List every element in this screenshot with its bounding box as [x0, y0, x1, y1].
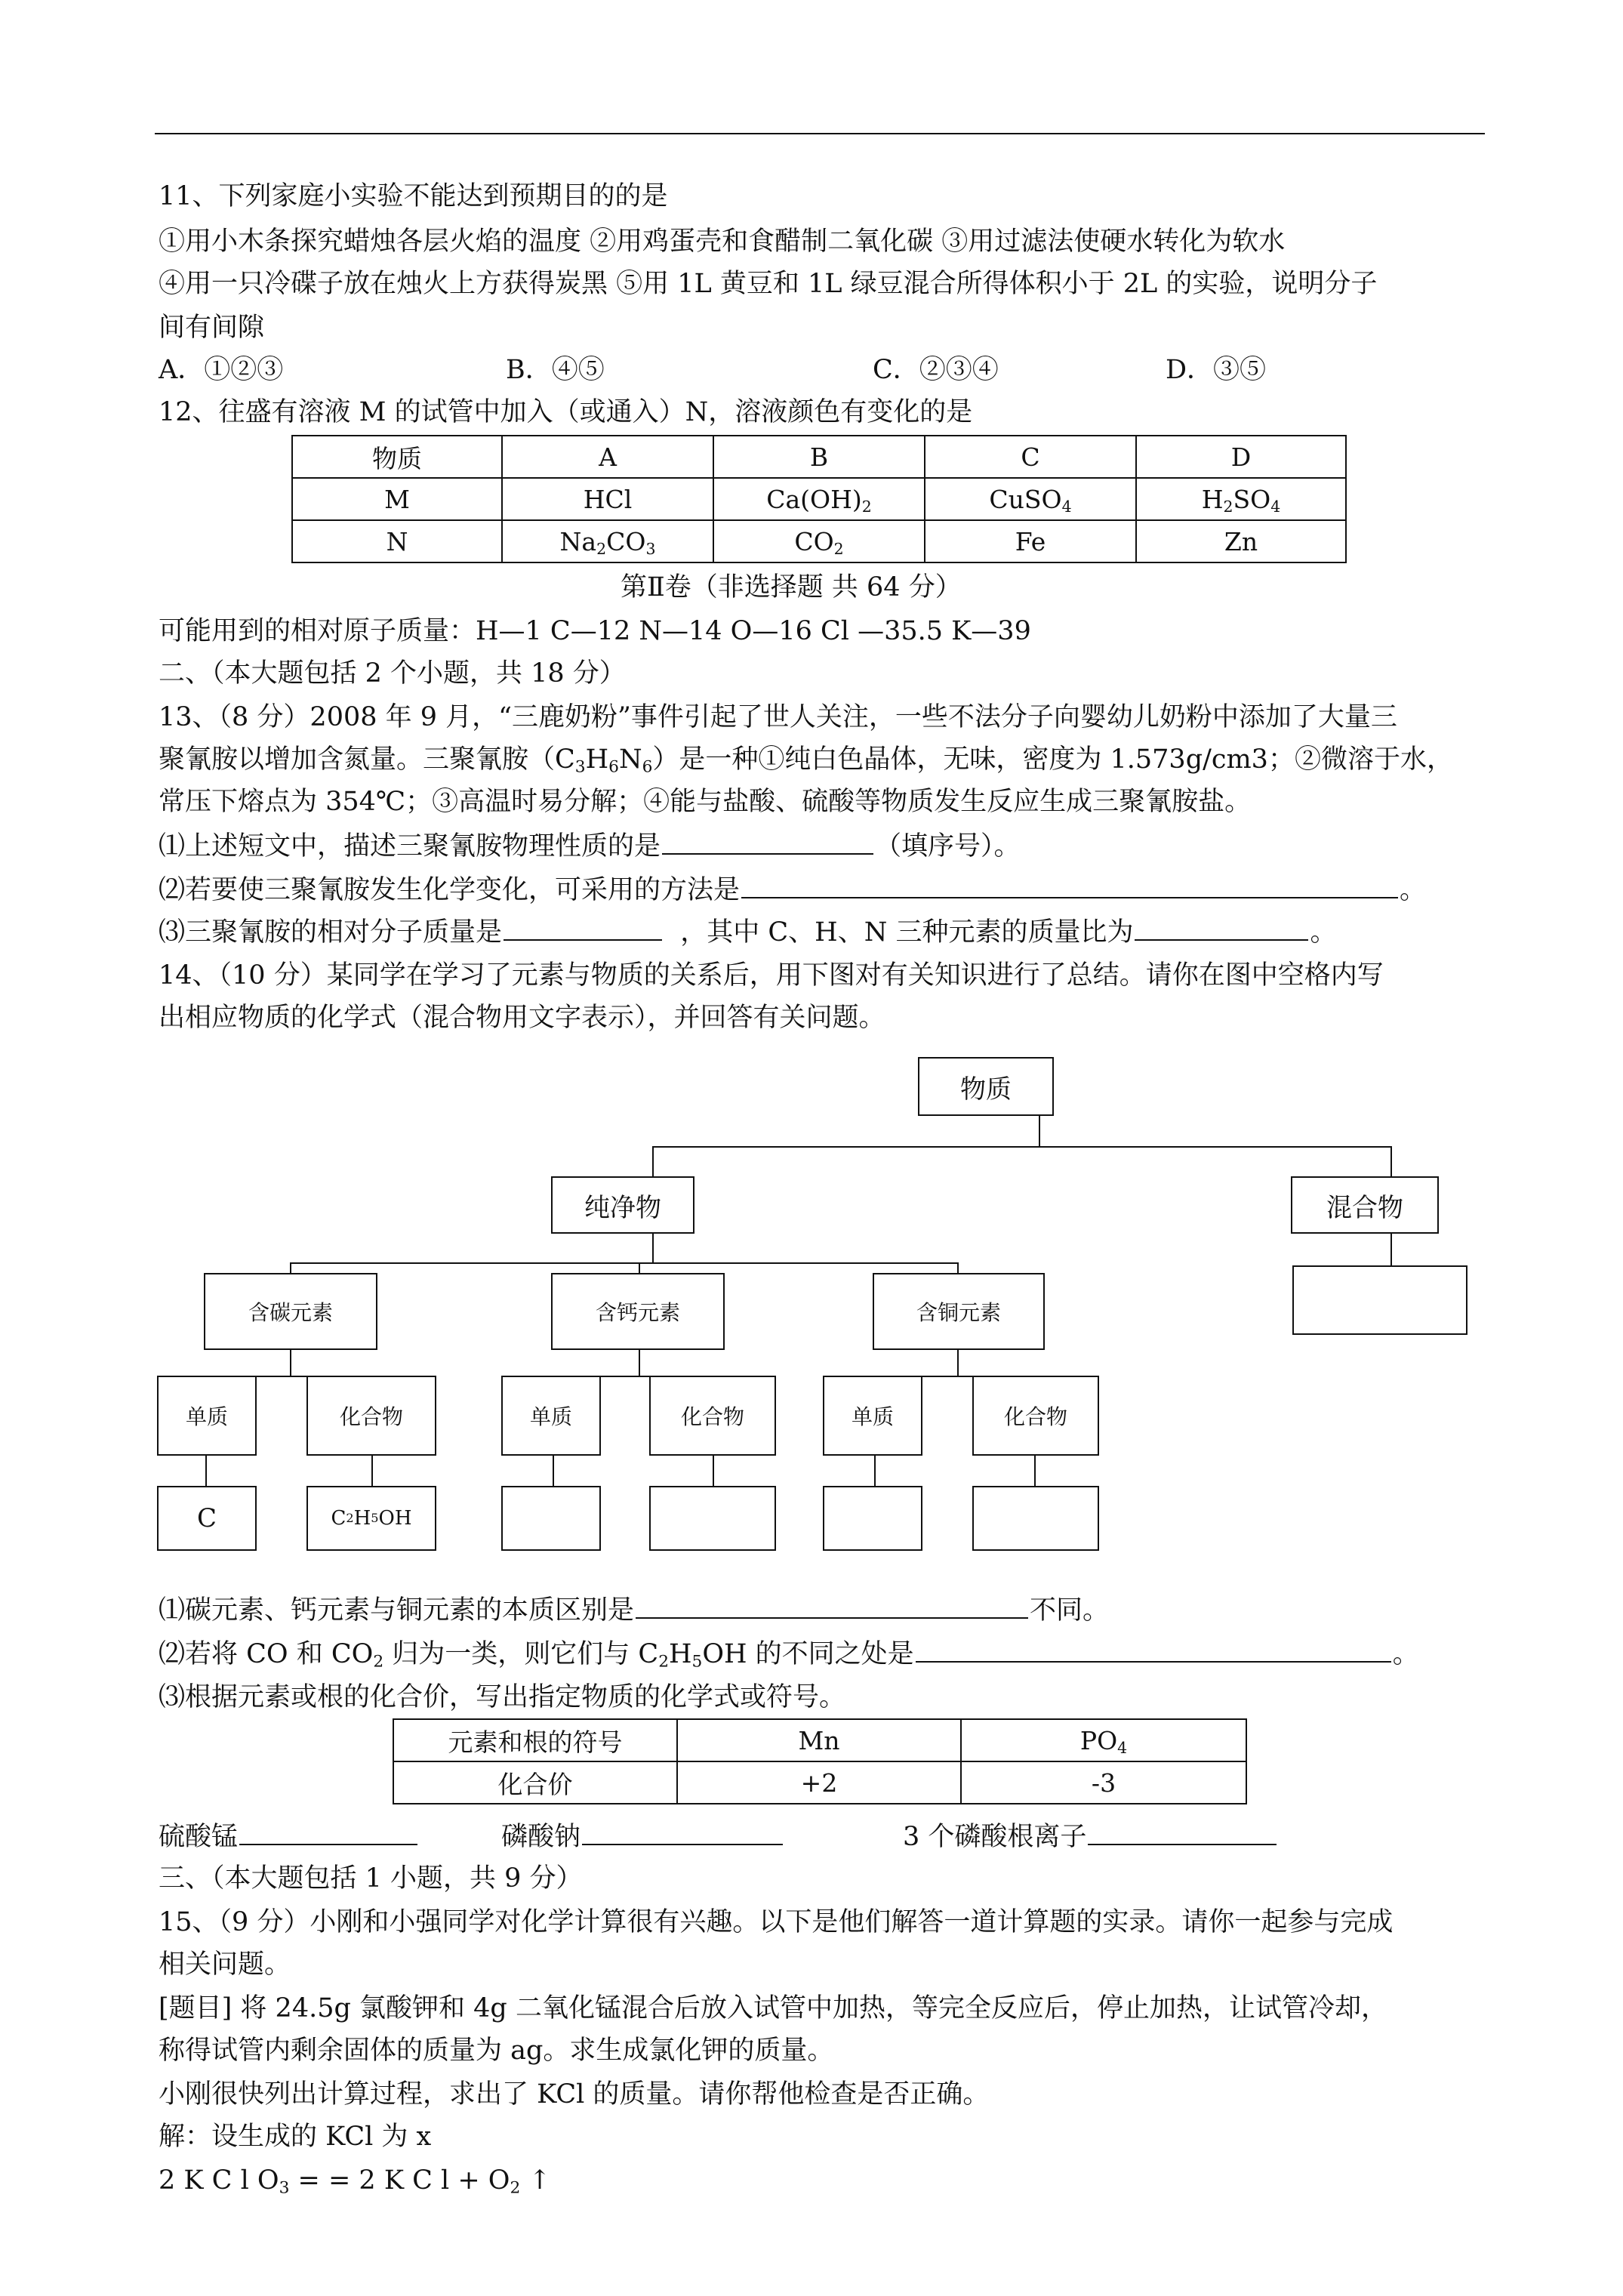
table-row: [292, 436, 1346, 478]
formula-text: H: [353, 1507, 371, 1530]
connector-line: [652, 1146, 654, 1178]
q11-option-b: B．④⑤: [506, 355, 605, 385]
part2-header: 二、（本大题包括 2 个小题，共 18 分）: [159, 658, 626, 689]
formula-subscript: 2: [373, 1652, 384, 1672]
table-cell: -3: [961, 1761, 1246, 1804]
answer-blank[interactable]: [582, 1820, 783, 1845]
connector-line: [957, 1348, 959, 1377]
table-cell: HCl: [502, 478, 713, 520]
connector-line: [290, 1348, 291, 1377]
formula-subscript: 2: [658, 1652, 669, 1672]
table-cell: 化合价: [393, 1761, 677, 1804]
connector-line: [1034, 1454, 1036, 1486]
q11-line3: 间有间隙: [159, 313, 265, 343]
table-header-cell: D: [1136, 436, 1346, 478]
node-copper-element: 单质: [823, 1376, 922, 1456]
question-text: 。: [1310, 917, 1337, 948]
q11-line1: ①用小木条探究蜡烛各层火焰的温度 ②用鸡蛋壳和食醋制二氧化碳 ③用过滤法使硬水转化为软水: [159, 227, 1286, 257]
connector-line: [553, 1454, 554, 1486]
fill-phosphate-ions: [903, 1820, 1278, 1854]
formula-subscript: 2: [1223, 497, 1233, 516]
connector-line: [713, 1454, 714, 1486]
node-copper: 含铜元素: [873, 1273, 1045, 1350]
table-header-cell: B: [713, 436, 925, 478]
question-text: ⑵若要使三聚氰胺发生化学变化，可采用的方法是: [159, 875, 741, 905]
formula-subscript: 2: [861, 497, 872, 516]
table-row: [393, 1761, 1246, 1804]
q14-sub2: [159, 1637, 1419, 1671]
q14-line1: 14、（10 分）某同学在学习了元素与物质的关系后，用下图对有关知识进行了总结。请你在图中空格内写: [159, 960, 1384, 991]
table-cell: N: [292, 520, 502, 562]
q13-line2-pre: 聚氰胺以增加含氮量。三聚氰胺（C: [159, 744, 575, 775]
q13-sub3: [159, 915, 1336, 949]
section2-title: 第Ⅱ卷（非选择题 共 64 分）: [621, 572, 962, 603]
table-row: [393, 1719, 1246, 1761]
formula-text: PO: [1079, 1725, 1118, 1755]
formula-text: Ca(OH): [766, 484, 862, 514]
table-header-cell: Mn: [677, 1719, 961, 1761]
table-cell: Zn: [1136, 520, 1346, 562]
q11-stem: 11、下列家庭小实验不能达到预期目的的是: [159, 181, 668, 211]
formula-text: C: [331, 1507, 346, 1530]
formula-subscript: 4: [1270, 497, 1281, 516]
question-text: 硫酸锰: [159, 1822, 239, 1852]
question-text: 。: [1392, 1639, 1419, 1669]
table-header-cell: A: [502, 436, 713, 478]
node-calcium: 含钙元素: [551, 1273, 725, 1350]
valence-table: [393, 1718, 1247, 1804]
q15-equation: [159, 2164, 551, 2197]
table-header-cell: C: [925, 436, 1136, 478]
q13-line3: 常压下熔点为 354℃；③高温时易分解；④能与盐酸、硫酸等物质发生反应生成三聚氰胺盐。: [159, 787, 1252, 817]
formula-text: 2 K C l O: [159, 2165, 279, 2196]
answer-blank[interactable]: [504, 915, 662, 941]
answer-blank[interactable]: [239, 1820, 417, 1845]
q15-line6: 解：设生成的 KCl 为 x: [159, 2122, 432, 2152]
table-cell: Fe: [925, 520, 1136, 562]
q13-line1: 13、（8 分）2008 年 9 月，“三鹿奶粉”事件引起了世人关注，一些不法分子向婴幼儿奶粉中添加了大量三: [159, 702, 1397, 732]
connector-line: [205, 1454, 207, 1486]
q13-sub1: [159, 829, 1021, 863]
q11-option-c: C．②③④: [873, 355, 999, 385]
connector-line: [639, 1348, 640, 1377]
answer-blank[interactable]: [662, 829, 873, 855]
formula-subscript: 3: [645, 539, 656, 558]
formula-subscript: 4: [1061, 497, 1072, 516]
q14-sub3: ⑶根据元素或根的化合价，写出指定物质的化学式或符号。: [159, 1682, 846, 1712]
calcium-element-answer-box[interactable]: [501, 1486, 601, 1551]
formula-text: N: [618, 744, 642, 775]
node-copper-compound: 化合物: [972, 1376, 1099, 1456]
table-cell: M: [292, 478, 502, 520]
formula-text: CO: [794, 526, 834, 556]
table-row: [292, 520, 1346, 562]
leaf-carbon-compound: C 2 H 5 OH: [306, 1486, 436, 1551]
node-root: 物质: [918, 1057, 1054, 1116]
q13-line2-post: ）是一种①纯白色晶体，无味，密度为 1.573g/cm3；②微溶于水，: [652, 744, 1453, 775]
formula-subscript: 3: [574, 757, 586, 777]
node-mixture: 混合物: [1291, 1176, 1439, 1234]
table-header-cell: 元素和根的符号: [393, 1719, 677, 1761]
formula-text: OH: [378, 1507, 412, 1530]
question-text: 3 个磷酸根离子: [903, 1822, 1087, 1852]
connector-line: [1390, 1146, 1392, 1178]
q15-line4: 称得试管内剩余固体的质量为 ag。求生成氯化钾的质量。: [159, 2036, 834, 2066]
formula-subscript: 5: [691, 1652, 703, 1672]
question-text: ⑴碳元素、钙元素与铜元素的本质区别是: [159, 1595, 635, 1626]
node-carbon-compound: 化合物: [306, 1376, 436, 1456]
mixture-answer-box[interactable]: [1292, 1265, 1467, 1335]
formula-subscript: 2: [596, 539, 607, 558]
node-calcium-compound: 化合物: [649, 1376, 776, 1456]
q11-option-d: D．③⑤: [1166, 355, 1267, 385]
q15-line3: [题目] 将 24.5g 氯酸钾和 4g 二氧化锰混合后放入试管中加热，等完全反应后，停止加热，让试管冷却，: [159, 1993, 1387, 2023]
formula-subscript: 4: [1117, 1738, 1128, 1757]
question-text: ⑴上述短文中，描述三聚氰胺物理性质的是: [159, 831, 661, 861]
part3-header: 三、（本大题包括 1 小题，共 9 分）: [159, 1863, 583, 1894]
q15-line5: 小刚很快列出计算过程，求出了 KCl 的质量。请你帮他检查是否正确。: [159, 2079, 990, 2110]
formula-subscript: 3: [279, 2178, 290, 2198]
question-text: 。: [1400, 875, 1427, 905]
formula-subscript: 2: [833, 539, 844, 558]
copper-compound-answer-box[interactable]: [972, 1486, 1099, 1551]
formula-text: CuSO: [989, 484, 1062, 514]
formula-text: H: [669, 1639, 692, 1669]
table-cell: [713, 520, 925, 562]
answer-blank[interactable]: [916, 1637, 1391, 1663]
table-cell: [502, 520, 713, 562]
atomic-masses: 可能用到的相对原子质量：H—1 C—12 N—14 O—16 Cl —35.5 K—39: [159, 616, 1031, 646]
q14-sub1: [159, 1593, 1109, 1627]
fill-sodium-phosphate: [501, 1820, 784, 1854]
question-text: OH 的不同之处是: [702, 1639, 914, 1669]
formula-subscript: 6: [608, 757, 619, 777]
q11-line2: ④用一只冷碟子放在烛火上方获得炭黑 ⑤用 1L 黄豆和 1L 绿豆混合所得体积小于 2L 的实验，说明分子: [159, 269, 1378, 299]
q15-line2: 相关问题。: [159, 1949, 291, 1980]
calcium-compound-answer-box[interactable]: [649, 1486, 776, 1551]
table-cell: [925, 478, 1136, 520]
formula-text: Na: [559, 526, 597, 556]
q13-line2: [159, 743, 1453, 776]
formula-subscript: 6: [642, 757, 653, 777]
header-rule: [155, 133, 1485, 134]
table-cell: +2: [677, 1761, 961, 1804]
node-calcium-element: 单质: [501, 1376, 601, 1456]
table-header-cell: [961, 1719, 1246, 1761]
formula-text: H: [585, 744, 609, 775]
question-text: （填序号）。: [875, 831, 1021, 861]
table-cell: [1136, 478, 1346, 520]
node-carbon: 含碳元素: [204, 1273, 377, 1350]
connector-line: [1390, 1232, 1392, 1267]
answer-blank[interactable]: [741, 873, 1398, 898]
fill-manganese-sulfate: [159, 1820, 419, 1854]
connector-line: [874, 1454, 876, 1486]
question-text: ⑵若将 CO 和 CO: [159, 1639, 374, 1669]
formula-text: CO: [606, 526, 646, 556]
formula-text: H: [1201, 484, 1224, 514]
q11-option-a: A．①②③: [159, 355, 284, 385]
answer-blank[interactable]: [1088, 1820, 1277, 1845]
table-row: [292, 478, 1346, 520]
formula-subscript: 2: [510, 2178, 521, 2198]
node-carbon-element: 单质: [157, 1376, 257, 1456]
connector-line: [652, 1146, 1392, 1148]
answer-blank[interactable]: [1135, 915, 1308, 941]
connector-line: [371, 1454, 373, 1486]
q12-table: [291, 435, 1347, 563]
question-text: ⑶三聚氰胺的相对分子质量是: [159, 917, 503, 948]
answer-blank[interactable]: [636, 1593, 1028, 1619]
connector-line: [652, 1232, 654, 1264]
q12-stem: 12、往盛有溶液 M 的试管中加入（或通入）N，溶液颜色有变化的是: [159, 397, 973, 427]
question-text: 归为一类，则它们与 C: [383, 1639, 659, 1669]
q15-line1: 15、（9 分）小刚和小强同学对化学计算很有兴趣。以下是他们解答一道计算题的实录。请你一起参与完成: [159, 1907, 1394, 1937]
connector-line: [290, 1262, 959, 1264]
formula-text: ↑: [520, 2165, 551, 2196]
table-cell: [713, 478, 925, 520]
question-text: 不同。: [1030, 1595, 1110, 1626]
formula-text: SO: [1233, 484, 1271, 514]
formula-text: = = 2 K C l + O: [289, 2165, 510, 2196]
question-text: ，其中 C、H、N 三种元素的质量比为: [680, 917, 1134, 948]
q13-sub2: [159, 873, 1426, 907]
leaf-carbon-element: C: [157, 1486, 257, 1551]
q14-line2: 出相应物质的化学式（混合物用文字表示），并回答有关问题。: [159, 1003, 885, 1033]
connector-line: [1039, 1114, 1040, 1148]
node-pure: 纯净物: [551, 1176, 694, 1234]
table-header-cell: 物质: [292, 436, 502, 478]
copper-element-answer-box[interactable]: [823, 1486, 922, 1551]
question-text: 磷酸钠: [501, 1822, 581, 1852]
